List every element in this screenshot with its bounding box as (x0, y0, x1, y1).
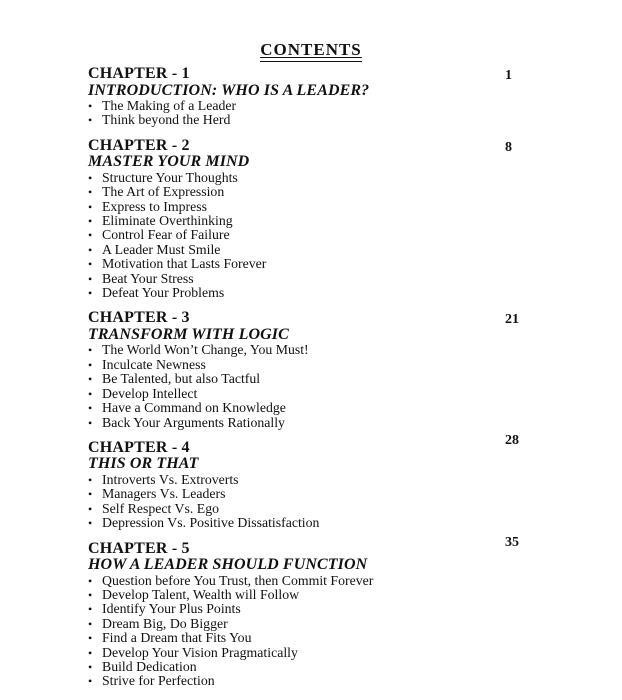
toc-item-label: Think beyond the Herd (102, 112, 231, 128)
bullet-icon: • (88, 602, 93, 617)
toc-item-label: Motivation that Lasts Forever (102, 256, 267, 272)
toc-item (88, 660, 622, 674)
toc-item (88, 574, 622, 588)
toc-item (88, 372, 622, 386)
chapter-1-page-number: 1 (505, 68, 512, 83)
toc-item-label: Express to Impress (102, 198, 207, 214)
toc-item-label: The World Won’t Change, You Must! (102, 342, 309, 358)
chapter-3-subtitle: TRANSFORM WITH LOGIC (88, 325, 289, 343)
chapter-4-heading: CHAPTER - 4 (88, 438, 190, 456)
page-title (0, 26, 622, 63)
chapter-4-topics (88, 473, 622, 531)
bullet-icon: • (88, 659, 93, 674)
chapter-2-heading: CHAPTER - 2 (88, 136, 190, 154)
toc-item-label: Self Respect Vs. Ego (102, 500, 220, 516)
bullet-icon: • (88, 616, 93, 631)
bullet-icon: • (88, 228, 93, 243)
bullet-icon: • (88, 214, 93, 229)
bullet-icon: • (88, 631, 93, 646)
toc-item-label: Defeat Your Problems (102, 285, 225, 301)
chapter-1-topics (88, 99, 622, 128)
toc-item (88, 502, 622, 516)
bullet-icon: • (88, 357, 93, 372)
toc-item-label: Back Your Arguments Rationally (102, 414, 285, 430)
chapter-1-subtitle: INTRODUCTION: WHO IS A LEADER? (88, 81, 370, 99)
toc-item (88, 416, 622, 430)
chapter-3-heading: CHAPTER - 3 (88, 309, 190, 327)
chapter-5-subtitle: HOW A LEADER SHOULD FUNCTION (88, 556, 368, 574)
chapter-5-topics (88, 574, 622, 689)
chapter-2-page-number: 8 (505, 139, 512, 155)
toc-item-label: Inculcate Newness (102, 356, 206, 372)
chapter-list (88, 0, 622, 689)
bullet-icon: • (88, 401, 93, 416)
bullet-icon: • (88, 573, 93, 588)
bullet-icon: • (88, 286, 93, 301)
toc-item-label: The Making of a Leader (102, 98, 237, 113)
toc-item (88, 228, 622, 242)
chapter-3-topics (88, 343, 622, 429)
bullet-icon: • (88, 242, 93, 257)
toc-item-label: Control Fear of Failure (102, 227, 230, 243)
toc-item-label: Build Dedication (102, 658, 197, 674)
page-title-text: CONTENTS (260, 41, 362, 62)
toc-item (88, 401, 622, 415)
toc-item-label: Structure Your Thoughts (102, 169, 238, 185)
bullet-icon: • (88, 501, 93, 516)
toc-item-label: Be Talented, but also Tactful (102, 371, 261, 387)
toc-item-label: Develop Your Vision Pragmatically (102, 644, 298, 660)
toc-item-label: A Leader Must Smile (102, 241, 221, 257)
chapter-1-heading: CHAPTER - 1 (88, 65, 190, 82)
toc-item (88, 588, 622, 602)
toc-item (88, 243, 622, 257)
toc-item (88, 674, 622, 688)
toc-item (88, 185, 622, 199)
toc-item-label: Develop Intellect (102, 385, 198, 401)
chapter-4-subtitle: THIS OR THAT (88, 455, 199, 473)
toc-item (88, 516, 622, 530)
toc-item-label: Introverts Vs. Extroverts (102, 471, 239, 487)
bullet-icon: • (88, 487, 93, 502)
bullet-icon: • (88, 386, 93, 401)
toc-item (88, 99, 622, 113)
bullet-icon: • (88, 257, 93, 272)
bullet-icon: • (88, 113, 93, 128)
toc-item (88, 387, 622, 401)
toc-item-label: Depression Vs. Positive Dissatisfaction (102, 515, 320, 531)
bullet-icon: • (88, 199, 93, 214)
toc-item-label: Have a Command on Knowledge (102, 400, 286, 416)
toc-item (88, 257, 622, 271)
chapter-block-2 (88, 138, 622, 301)
chapter-block-1 (88, 66, 622, 128)
toc-item-label: Find a Dream that Fits You (102, 630, 252, 646)
toc-item (88, 200, 622, 214)
toc-item (88, 617, 622, 631)
toc-item-label: Managers Vs. Leaders (102, 486, 226, 502)
toc-item-label: Strive for Perfection (102, 673, 215, 689)
bullet-icon: • (88, 343, 93, 358)
chapter-4-page-number: 28 (505, 432, 519, 448)
toc-item (88, 631, 622, 645)
toc-item-label: Beat Your Stress (102, 270, 194, 286)
toc-item-label: Eliminate Overthinking (102, 213, 233, 229)
bullet-icon: • (88, 645, 93, 660)
bullet-icon: • (88, 170, 93, 185)
bullet-icon: • (88, 271, 93, 286)
toc-item (88, 272, 622, 286)
bullet-icon: • (88, 372, 93, 387)
toc-item (88, 646, 622, 660)
toc-item-label: Identify Your Plus Points (102, 601, 241, 617)
chapter-block-4 (88, 432, 622, 531)
chapter-2-topics (88, 171, 622, 301)
bullet-icon: • (88, 99, 93, 113)
bullet-icon: • (88, 587, 93, 602)
toc-item (88, 473, 622, 487)
toc-item (88, 602, 622, 616)
chapter-2-subtitle: MASTER YOUR MIND (88, 153, 250, 171)
chapter-block-5 (88, 534, 622, 689)
bullet-icon: • (88, 516, 93, 531)
toc-item-label: Question before You Trust, then Commit Forever (102, 572, 374, 588)
toc-item (88, 487, 622, 501)
bullet-icon: • (88, 472, 93, 487)
bullet-icon: • (88, 415, 93, 430)
chapter-3-page-number: 21 (505, 312, 519, 328)
bullet-icon: • (88, 185, 93, 200)
toc-item (88, 358, 622, 372)
chapter-block-3 (88, 310, 622, 429)
toc-item (88, 214, 622, 228)
toc-item (88, 171, 622, 185)
toc-item-label: The Art of Expression (102, 184, 225, 200)
chapter-5-page-number: 35 (505, 534, 519, 550)
toc-item-label: Dream Big, Do Bigger (102, 615, 228, 631)
bullet-icon: • (88, 674, 93, 689)
toc-item-label: Develop Talent, Wealth will Follow (102, 586, 300, 602)
toc-item (88, 286, 622, 300)
toc-item (88, 113, 622, 127)
toc-item (88, 343, 622, 357)
chapter-5-heading: CHAPTER - 5 (88, 539, 190, 557)
